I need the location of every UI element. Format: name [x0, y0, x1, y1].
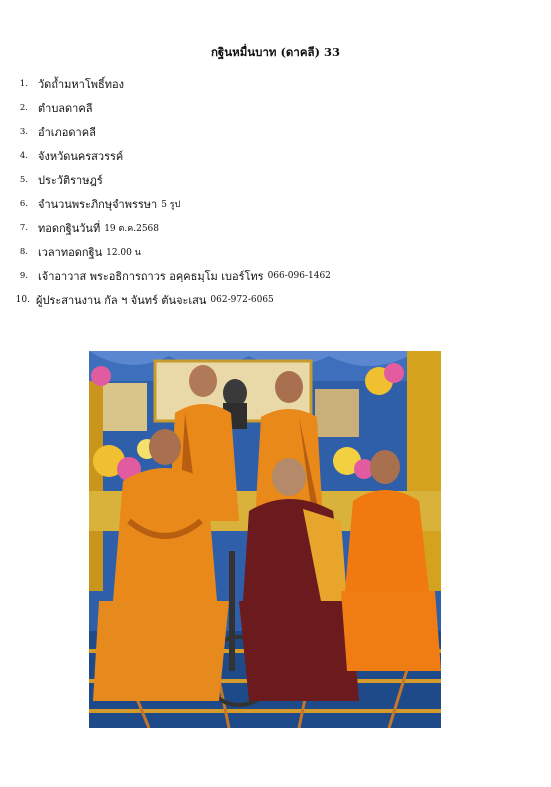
list-item — [0, 146, 123, 166]
document-title: กฐินหมื่นบาท (ดาคลี) 33 — [210, 45, 341, 59]
list-item — [0, 122, 96, 142]
item-text: เวลาทอดกฐิน — [38, 246, 103, 259]
photo-monks-group-icon — [89, 351, 441, 728]
item-text: อำเภอดาคลี — [38, 126, 96, 139]
item-number: 10. — [15, 295, 30, 305]
item-number: 9. — [19, 271, 28, 281]
list-item — [0, 194, 180, 214]
list-item — [0, 266, 331, 286]
item-text: ผู้ประสานงาน กัล ฯ จันทร์ ตันจะเสน — [36, 294, 207, 307]
list-item — [0, 290, 274, 310]
item-number: 7. — [19, 223, 28, 233]
item-text: เจ้าอาวาส พระอธิการถาวร อคฺคธมฺโม เบอร์โทร — [38, 270, 264, 283]
item-number: 6. — [19, 199, 28, 209]
monks-group-photo — [89, 351, 441, 728]
item-number: 5. — [19, 175, 28, 185]
item-text: วัดถ้ำมหาโพธิ์ทอง — [38, 78, 124, 91]
item-extra: 12.00 น — [106, 248, 141, 258]
item-number: 1. — [19, 79, 28, 89]
item-text: ตำบลดาคลี — [38, 102, 93, 115]
item-text: ทอดกฐินวันที่ — [38, 222, 101, 235]
list-item — [0, 242, 141, 262]
item-number: 4. — [19, 151, 28, 161]
item-extra: 5 รูป — [161, 200, 181, 210]
list-item — [0, 98, 92, 118]
item-number: 8. — [19, 247, 28, 257]
item-extra: 062-972-6065 — [210, 295, 274, 305]
item-text: จังหวัดนครสวรรค์ — [38, 150, 124, 163]
item-extra: 19 ต.ค.2568 — [104, 224, 160, 234]
item-text: ประวัติราษฎร์ — [38, 174, 103, 187]
item-number: 3. — [19, 127, 28, 137]
list-item — [0, 74, 124, 94]
list-item — [0, 170, 103, 190]
item-text: จำนวนพระภิกษุจำพรรษา — [38, 198, 158, 211]
item-number: 2. — [19, 103, 28, 113]
list-item — [0, 218, 159, 238]
item-extra: 066-096-1462 — [267, 271, 331, 281]
